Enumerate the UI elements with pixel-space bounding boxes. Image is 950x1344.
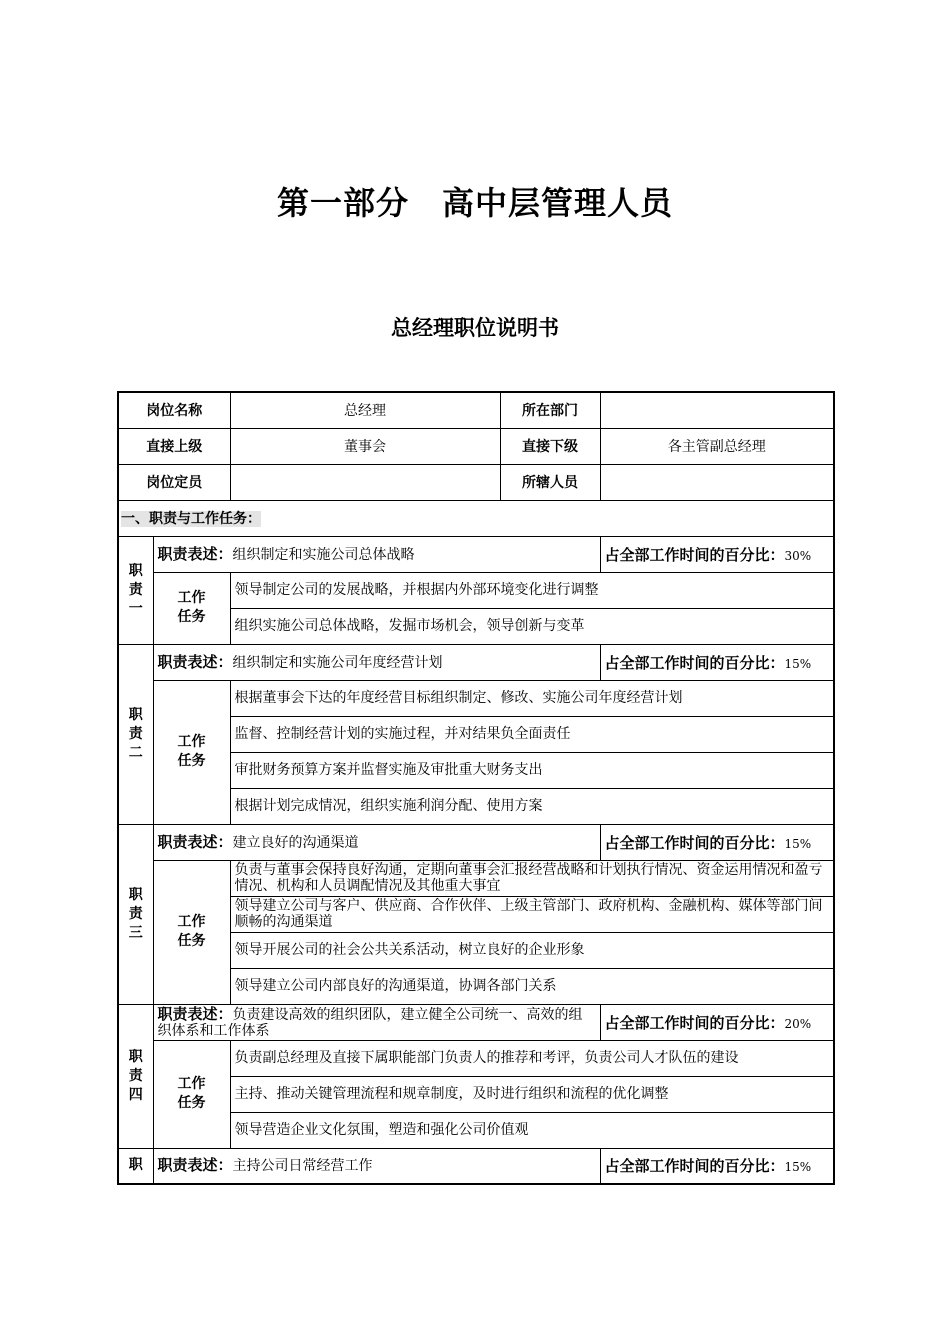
task-item: 负责与董事会保持良好沟通，定期向董事会汇报经营战略和计划执行情况、资金运用情况和盈亏情况、机构和人员调配情况及其他重大事宜 <box>230 860 834 896</box>
section-title: 一、职责与工作任务： <box>118 500 834 536</box>
duty-label: 职 责 四 <box>118 1004 153 1148</box>
section-row <box>118 500 834 536</box>
duty-percent: 占全部工作时间的百分比：15% <box>600 644 834 680</box>
task-label: 工作 任务 <box>153 680 230 824</box>
subordinate-value: 各主管副总经理 <box>600 428 834 464</box>
position-name-label: 岗位名称 <box>118 392 230 428</box>
part-title: 第一部分 高中层管理人员 <box>276 184 673 222</box>
task-row <box>118 860 834 896</box>
subordinate-label: 直接下级 <box>500 428 600 464</box>
task-item: 领导制定公司的发展战略，并根据内外部环境变化进行调整 <box>230 572 834 608</box>
headcount-value <box>230 464 500 500</box>
task-row <box>118 1040 834 1076</box>
info-row <box>118 464 834 500</box>
superior-label: 直接上级 <box>118 428 230 464</box>
staff-label: 所辖人员 <box>500 464 600 500</box>
info-row <box>118 428 834 464</box>
superior-value: 董事会 <box>230 428 500 464</box>
task-item: 领导营造企业文化氛围，塑造和强化公司价值观 <box>230 1112 834 1148</box>
duty-description: 职责表述：组织制定和实施公司总体战略 <box>153 536 600 572</box>
job-description-table <box>117 391 835 1185</box>
department-label: 所在部门 <box>500 392 600 428</box>
task-item: 审批财务预算方案并监督实施及审批重大财务支出 <box>230 752 834 788</box>
task-item: 领导开展公司的社会公共关系活动，树立良好的企业形象 <box>230 932 834 968</box>
task-item: 领导建立公司内部良好的沟通渠道，协调各部门关系 <box>230 968 834 1004</box>
duty-description: 职责表述：负责建设高效的组织团队，建立健全公司统一、高效的组织体系和工作体系 <box>153 1004 600 1040</box>
duty-desc-row <box>118 644 834 680</box>
task-item: 主持、推动关键管理流程和规章制度，及时进行组织和流程的优化调整 <box>230 1076 834 1112</box>
task-item: 根据董事会下达的年度经营目标组织制定、修改、实施公司年度经营计划 <box>230 680 834 716</box>
duty-desc-row <box>118 1004 834 1040</box>
task-item: 领导建立公司与客户、供应商、合作伙伴、上级主管部门、政府机构、金融机构、媒体等部门间顺畅的沟通渠道 <box>230 896 834 932</box>
task-item: 组织实施公司总体战略，发掘市场机会，领导创新与变革 <box>230 608 834 644</box>
duty-desc-row <box>118 536 834 572</box>
duty-percent: 占全部工作时间的百分比：15% <box>600 1148 834 1184</box>
duty-label: 职 责 一 <box>118 536 153 644</box>
staff-value <box>600 464 834 500</box>
department-value <box>600 392 834 428</box>
duty-label: 职 责 二 <box>118 644 153 824</box>
duty-description: 职责表述：建立良好的沟通渠道 <box>153 824 600 860</box>
position-name-value: 总经理 <box>230 392 500 428</box>
info-row <box>118 392 834 428</box>
task-label: 工作 任务 <box>153 572 230 644</box>
task-row <box>118 680 834 716</box>
duty-desc-row <box>118 1148 834 1184</box>
headcount-label: 岗位定员 <box>118 464 230 500</box>
duty-percent: 占全部工作时间的百分比：30% <box>600 536 834 572</box>
duty-percent: 占全部工作时间的百分比：20% <box>600 1004 834 1040</box>
document-title: 总经理职位说明书 <box>391 316 559 340</box>
duty-desc-row <box>118 824 834 860</box>
duty-description: 职责表述：主持公司日常经营工作 <box>153 1148 600 1184</box>
task-item: 根据计划完成情况，组织实施利润分配、使用方案 <box>230 788 834 824</box>
duty-percent: 占全部工作时间的百分比：15% <box>600 824 834 860</box>
task-row <box>118 572 834 608</box>
task-label: 工作 任务 <box>153 1040 230 1148</box>
duty-description: 职责表述：组织制定和实施公司年度经营计划 <box>153 644 600 680</box>
duty-label: 职 责 三 <box>118 824 153 1004</box>
task-label: 工作 任务 <box>153 860 230 1004</box>
duty-label: 职 <box>118 1148 153 1184</box>
task-item: 负责副总经理及直接下属职能部门负责人的推荐和考评，负责公司人才队伍的建设 <box>230 1040 834 1076</box>
task-item: 监督、控制经营计划的实施过程，并对结果负全面责任 <box>230 716 834 752</box>
